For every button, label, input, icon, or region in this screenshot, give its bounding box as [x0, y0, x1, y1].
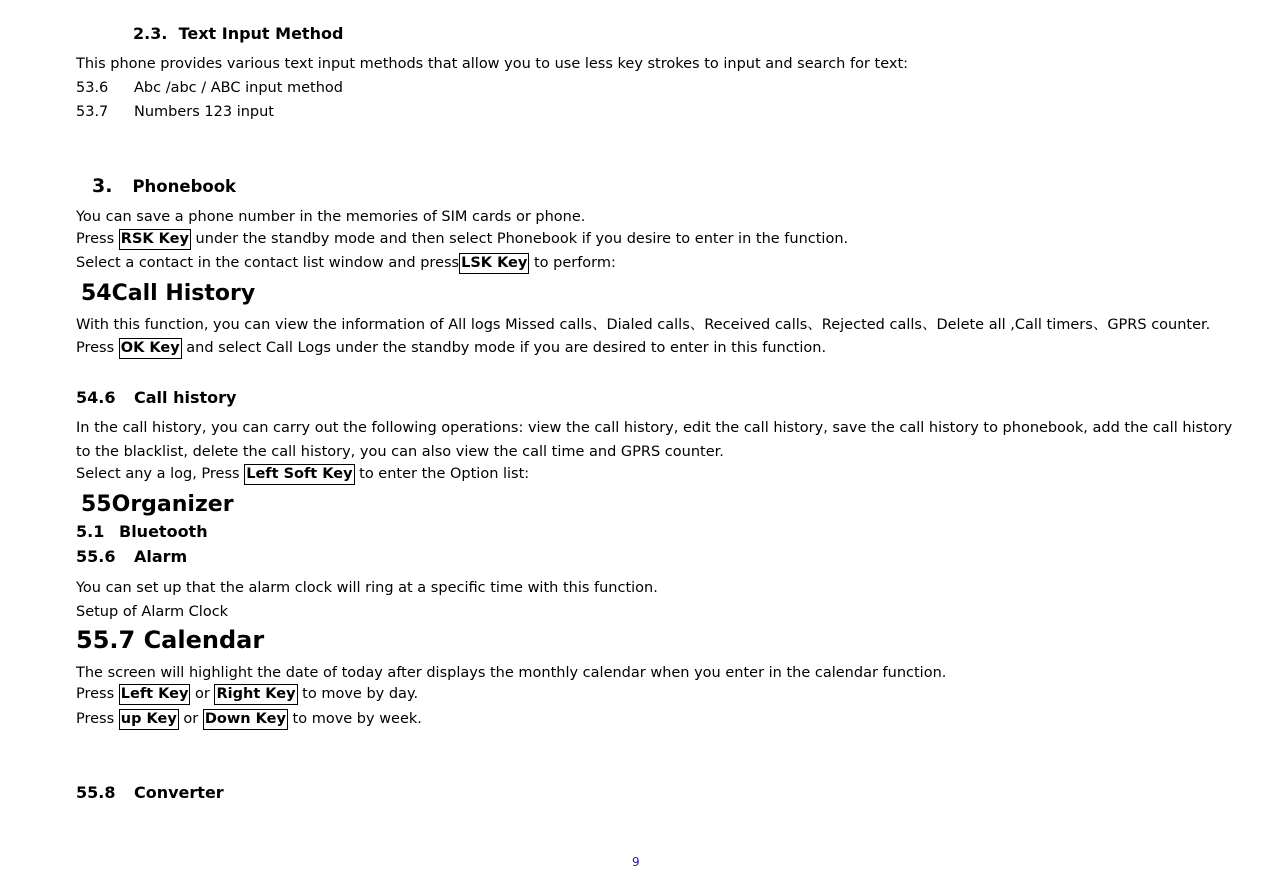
text-run: under the standby mode and then select Phonebook if you desire to enter in the function.	[190, 231, 849, 247]
text-run: and select Call Logs under the standby mode if you are desired to enter in this function.	[181, 340, 827, 356]
left-soft-key-label: Left Soft Key	[244, 464, 354, 485]
text-run: Press	[76, 711, 119, 727]
list-item-number: 53.7	[76, 104, 109, 120]
text-run: Select any a log, Press	[76, 466, 245, 482]
section-heading-54: 54Call History	[81, 281, 256, 306]
text-run: to move by week.	[287, 711, 422, 727]
text-run: Press	[76, 686, 119, 702]
list-item-text: Numbers 123 input	[134, 104, 274, 120]
section-number: 55.8	[76, 783, 116, 802]
phonebook-line-1: You can save a phone number in the memories of SIM cards or phone.	[76, 209, 586, 225]
text-run: to move by day.	[297, 686, 419, 702]
text-run: Select a contact in the contact list window and press	[76, 255, 460, 271]
section-heading-3	[92, 175, 236, 197]
intro-paragraph: This phone provides various text input methods that allow you to use less key strokes to input and search for text:	[76, 56, 909, 72]
list-item	[76, 79, 343, 97]
calendar-line-3	[76, 709, 422, 730]
text-run: to perform:	[529, 255, 616, 271]
alarm-line-1: You can set up that the alarm clock will ring at a specific time with this function.	[76, 580, 658, 596]
section-heading-55: 55Organizer	[81, 492, 234, 517]
call-history-line-1: In the call history, you can carry out the following operations: view the call history, edit the call history, save the call history to phonebook, add the call history	[76, 420, 1233, 436]
call-history-intro-line-1: With this function, you can view the information of All logs Missed calls、Dialed calls、Received calls、Rejected calls、Delete all ,Call timers、GPRS counter.	[76, 317, 1211, 333]
text-run: or	[190, 686, 215, 702]
up-key-label: up Key	[119, 709, 179, 730]
list-item-text: Abc /abc / ABC input method	[134, 80, 344, 96]
section-title: Phonebook	[132, 177, 237, 196]
down-key-label: Down Key	[203, 709, 288, 730]
section-number: 54.6	[76, 388, 116, 407]
section-heading-55-8	[76, 783, 224, 803]
section-number: 55.6	[76, 547, 116, 566]
calendar-line-2	[76, 684, 418, 705]
section-number: 5.1	[76, 522, 105, 541]
section-heading-2-3	[133, 24, 343, 44]
section-heading-55-6	[76, 547, 187, 567]
section-number: 2.3.	[133, 24, 168, 43]
call-history-line-3	[76, 464, 529, 485]
right-key-label: Right Key	[214, 684, 297, 705]
section-title: Bluetooth	[119, 522, 208, 541]
rsk-key-label: RSK Key	[119, 229, 191, 250]
section-heading-54-6	[76, 388, 236, 408]
text-run: to enter the Option list:	[354, 466, 530, 482]
list-item-number: 53.6	[76, 80, 109, 96]
calendar-line-1: The screen will highlight the date of today after displays the monthly calendar when you enter in the calendar function.	[76, 665, 947, 681]
phonebook-line-3	[76, 253, 616, 274]
text-run: or	[178, 711, 203, 727]
section-title: Converter	[134, 783, 224, 802]
text-run: Press	[76, 340, 119, 356]
left-key-label: Left Key	[119, 684, 191, 705]
section-title: Text Input Method	[178, 24, 344, 43]
text-run: Press	[76, 231, 119, 247]
call-history-line-2: to the blacklist, delete the call history, you can also view the call time and GPRS counter.	[76, 444, 724, 460]
section-title: Call history	[134, 388, 237, 407]
list-item	[76, 103, 274, 121]
phonebook-line-2	[76, 229, 848, 250]
alarm-line-2: Setup of Alarm Clock	[76, 604, 229, 620]
ok-key-label: OK Key	[119, 338, 182, 359]
section-heading-55-7: 55.7 Calendar	[76, 626, 265, 654]
call-history-intro-line-2	[76, 338, 826, 359]
lsk-key-label: LSK Key	[459, 253, 529, 274]
section-title: Alarm	[134, 547, 188, 566]
section-number: 3.	[92, 175, 113, 197]
section-heading-5-1	[76, 522, 208, 542]
page-number: 9	[632, 855, 640, 869]
